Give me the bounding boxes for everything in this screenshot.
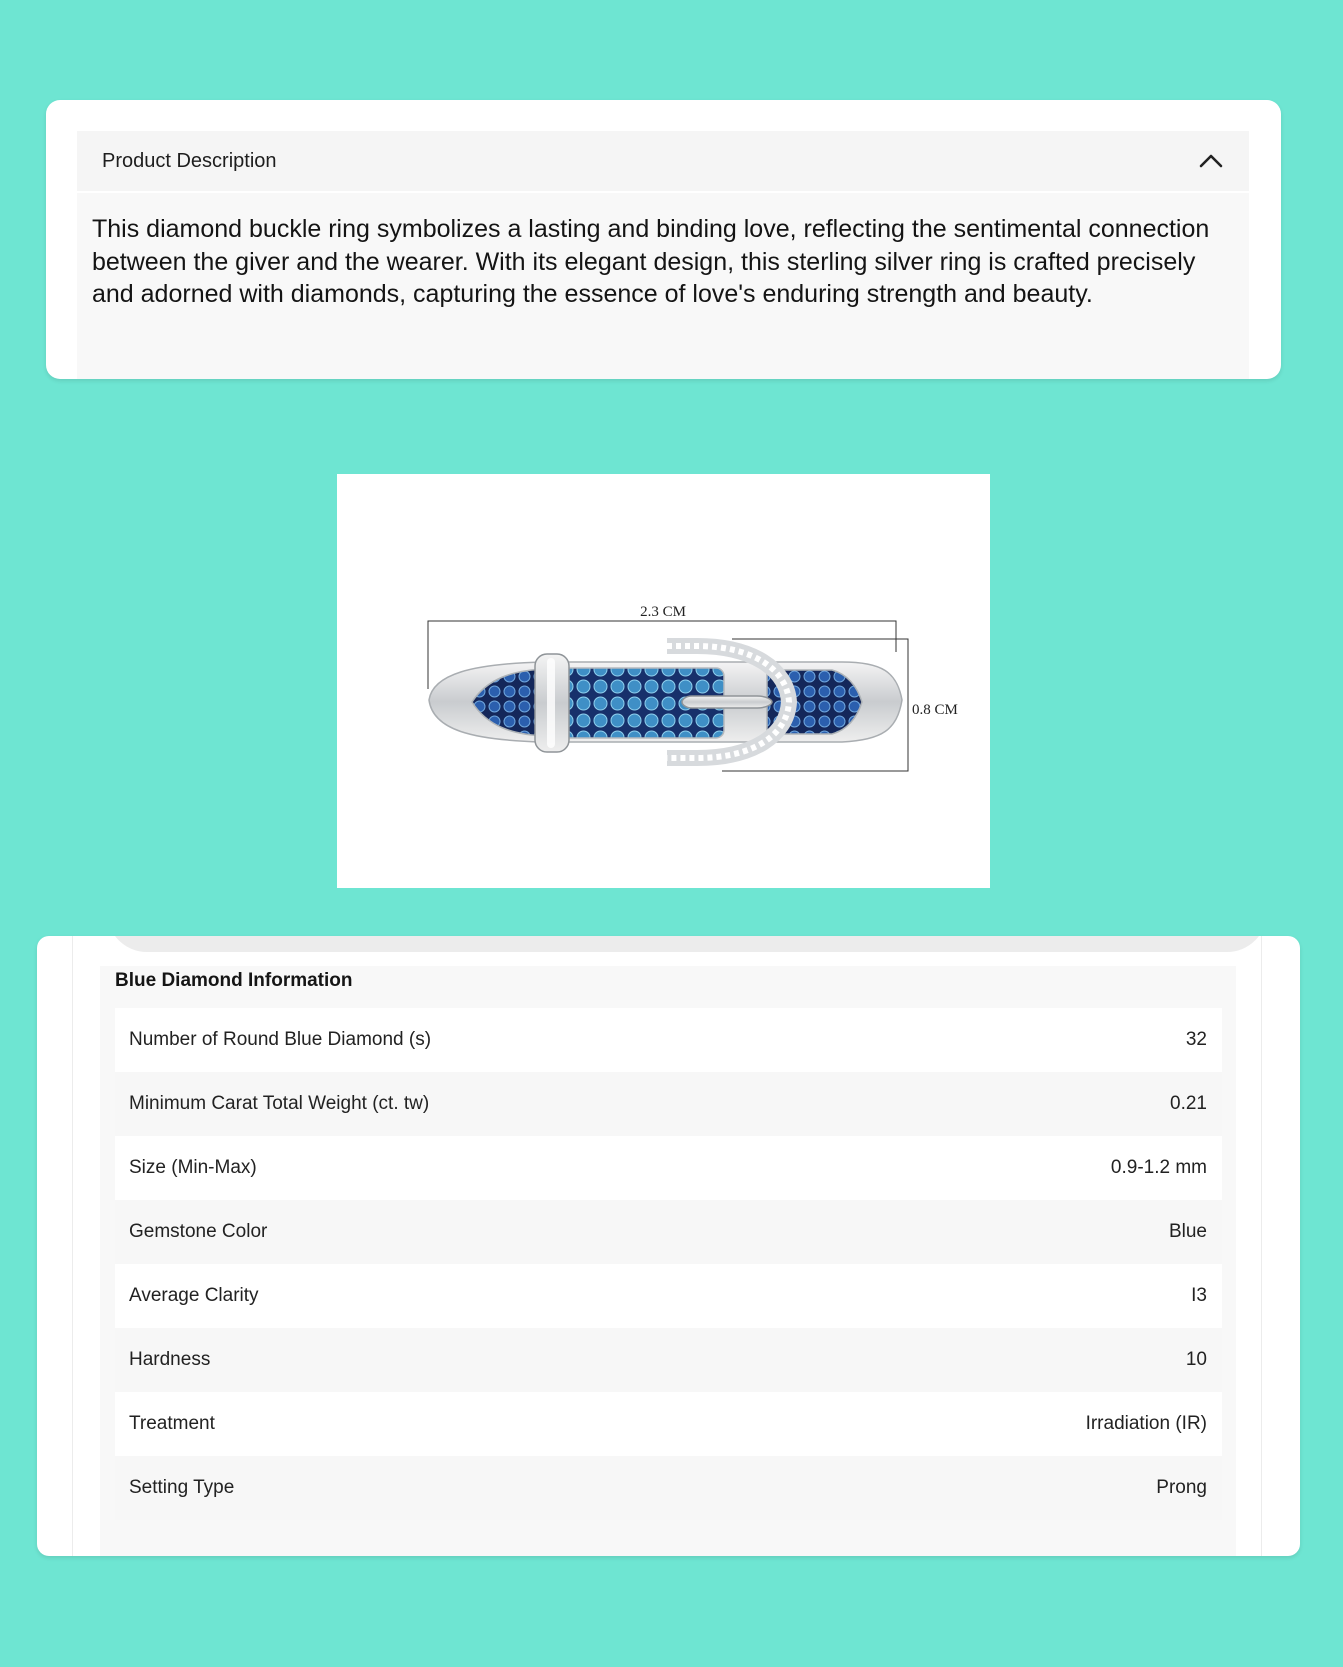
blue-diamond-info-title: Blue Diamond Information [115, 970, 353, 991]
spec-value: 32 [1185, 1029, 1207, 1050]
spec-value: Prong [1156, 1477, 1207, 1498]
spec-value: Blue [1168, 1221, 1207, 1242]
divider [1261, 936, 1262, 1556]
spec-value: 0.21 [1170, 1093, 1207, 1114]
spec-label: Treatment [129, 1413, 215, 1434]
spec-table [115, 1008, 1222, 1520]
spec-label: Setting Type [129, 1477, 235, 1498]
spec-label: Average Clarity [129, 1285, 259, 1306]
ring-dimension-illustration [337, 474, 990, 888]
product-description-title: Product Description [102, 149, 277, 172]
table-row [115, 1072, 1222, 1136]
table-row [115, 1392, 1222, 1456]
chevron-up-icon[interactable] [1197, 147, 1225, 175]
spec-label: Hardness [129, 1349, 211, 1370]
width-label: 2.3 CM [640, 604, 686, 620]
blue-diamond-info-card [37, 936, 1300, 1556]
spec-value: Irradiation (IR) [1085, 1413, 1207, 1434]
product-description-card [46, 100, 1281, 379]
product-description-text: This diamond buckle ring symbolizes a lasting and binding love, reflecting the sentimental connection between the giver and the wearer. With its elegant design, this sterling silver ring is crafted precisely and adorned with diamonds, capturing the essence of love's enduring strength and beauty. [92, 215, 1210, 308]
product-description-panel [77, 131, 1249, 379]
product-image [337, 474, 990, 888]
ring-band [429, 646, 902, 758]
spec-value: I3 [1191, 1285, 1207, 1306]
previous-section-edge [107, 936, 1267, 952]
spec-value: 0.9-1.2 mm [1110, 1157, 1207, 1178]
table-row [115, 1456, 1222, 1520]
spec-value: 10 [1185, 1349, 1207, 1370]
spec-label: Gemstone Color [129, 1221, 268, 1242]
product-description-header[interactable] [77, 131, 1249, 193]
spec-label: Size (Min-Max) [129, 1157, 257, 1178]
table-row [115, 1136, 1222, 1200]
divider [72, 936, 73, 1556]
spec-label: Minimum Carat Total Weight (ct. tw) [129, 1093, 430, 1114]
table-row [115, 1008, 1222, 1072]
spec-label: Number of Round Blue Diamond (s) [129, 1029, 432, 1050]
table-row [115, 1200, 1222, 1264]
height-label: 0.8 CM [912, 702, 958, 718]
table-row [115, 1264, 1222, 1328]
table-row [115, 1328, 1222, 1392]
